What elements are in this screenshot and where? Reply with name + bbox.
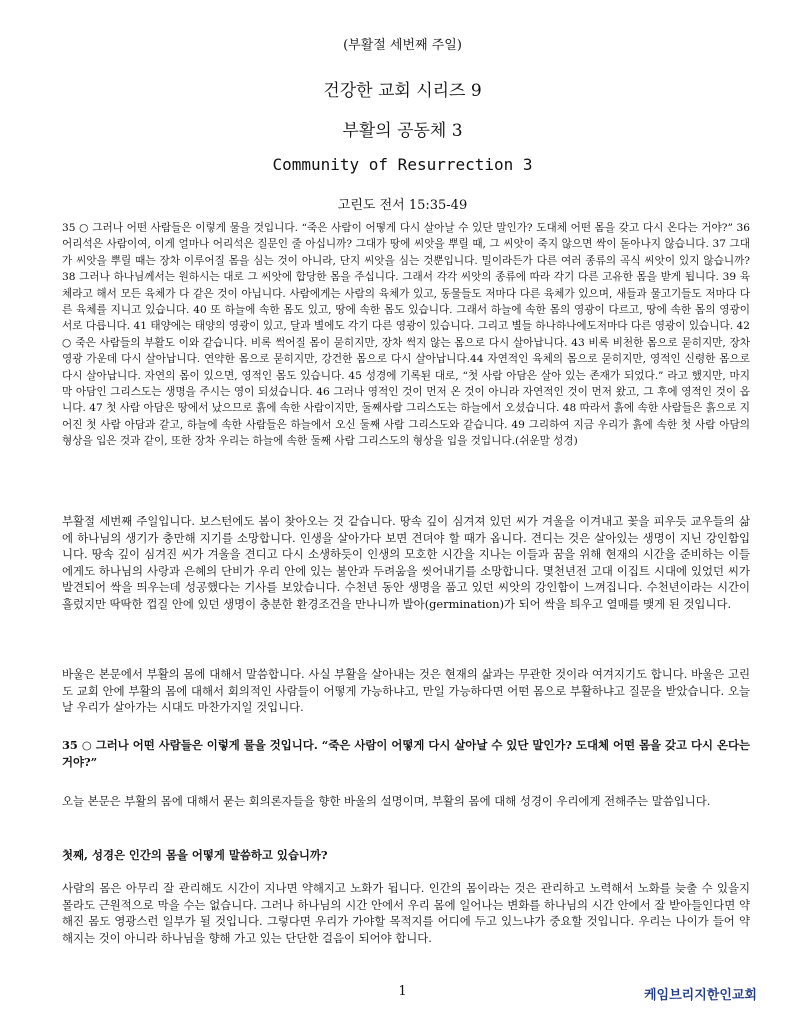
scripture-reference: 고린도 전서 15:35-49 (337, 198, 468, 213)
church-name-logo: 케임브리지한인교회 (643, 988, 757, 1003)
body-paragraph: 부활절 세번째 주일입니다. 보스턴에도 봄이 찾아오는 것 같습니다. 땅속 깊이 심겨져 있던 씨가 겨울을 이겨내고 꽃을 피우듯 교우들의 삶에 하나님의 생기가 충만해 지기를 소망합니다. 인생을 살아가다 보면 견뎌야 할 때가 옵니다. 견디는 것은 살아있는 생명이 지닌 강인함입니다. 땅속 깊이 심겨진 씨가 겨울을 견디고 다시 소생하듯이 인생의 모호한 시간을 지나는 이들과 꿈을 위해 현재의 시간을 준비하는 이들에게도 하나님의 사랑과 은혜의 단비가 우리 안에 있는 불안과 두려움을 씻어내기를 소망합니다. 몇천년전 고대 이집트 시대에 있었던 씨가 발견되어 싹을 띄우는데 성공했다는 기사를 보았습니다. 수천년 동안 생명을 품고 있던 씨앗의 강인함이 느껴집니다. 수천년이라는 시간이 흘렀지만 딱딱한 껍질 안에 있던 생명이 충분한 환경조건을 만나니까 발아(germination)가 되어 싹을 틔우고 열매를 맺게 된 것입니다. (62, 514, 750, 611)
page-number: 1 (398, 984, 407, 999)
sermon-series-title: 건강한 교회 시리즈 9 (323, 81, 482, 101)
sermon-occasion: (부활절 세번째 주일) (343, 38, 462, 53)
sermon-title-korean: 부활의 공동체 3 (342, 121, 463, 141)
scripture-text: 35 ○ 그러나 어떤 사람들은 이렇게 물을 것입니다. “죽은 사람이 어떻게 다시 살아날 수 있단 말인가? 도대체 어떤 몸을 갖고 다시 온다는 거야?” 36 어리석은 사람이여, 이게 얼마나 어리석은 질문인 줄 아십니까? 그대가 땅에 씨앗을 뿌릴 때, 그 씨앗이 죽지 않으면 싹이 돋아나지 않습니다. 37 그대가 씨앗을 뿌릴 때는 장차 이루어질 몸을 심는 것이 아니라, 단지 씨앗을 심는 것뿐입니다. 밀이라든가 다른 여러 종류의 곡식 씨앗이 있지 않습니까? 38 그러나 하나님께서는 원하시는 대로 그 씨앗에 합당한 몸을 주십니다. 그래서 각각 씨앗의 종류에 따라 각기 다른 고유한 몸을 받게 됩니다. 39 육체라고 해서 모든 육체가 다 같은 것이 아닙니다. 사람에게는 사람의 육체가 있고, 동물들도 저마다 다른 육체가 있으며, 새들과 물고기들도 저마다 다른 육체를 지니고 있습니다. 40 또 하늘에 속한 몸도 있고, 땅에 속한 몸도 있습니다. 그래서 하늘에 속한 몸의 영광이 다르고, 땅에 속한 몸의 영광이 서로 다릅니다. 41 태양에는 태양의 영광이 있고, 달과 별에도 각기 다른 영광이 있습니다. 그리고 별들 하나하나에도저마다 다른 영광이 있습니다. 42 ○ 죽은 사람들의 부활도 이와 같습니다. 비록 썩어질 몸이 묻히지만, 장차 썩지 않는 몸으로 다시 살아납니다. 43 비록 비천한 몸으로 묻히지만, 장차 영광 가운데 다시 살아납니다. 연약한 몸으로 묻히지만, 강건한 몸으로 다시 살아납니다.44 자연적인 육체의 몸으로 묻히지만, 영적인 신령한 몸으로 다시 살아납니다. 자연의 몸이 있으면, 영적인 몸도 있습니다. 45 성경에 기록된 대로, “첫 사람 아담은 살아 있는 존재가 되었다.” 라고 했지만, 마지막 아담인 그리스도는 생명을 주시는 영이 되셨습니다. 46 그러나 영적인 것이 먼저 온 것이 아니라 자연적인 것이 먼저 왔고, 그 후에 영적인 것이 옵니다. 47 첫 사람 아담은 땅에서 났으므로 흙에 속한 사람이지만, 둘째사람 그리스도는 하늘에서 오셨습니다. 48 따라서 흙에 속한 사람들은 흙으로 지어진 첫 사람 아담과 같고, 하늘에 속한 사람들은 하늘에서 오신 둘째 사람 그리스도와 같습니다. 49 그리하여 지금 우리가 흙에 속한 첫 사람 아담의 형상을 입은 것과 같이, 또한 장차 우리는 하늘에 속한 둘째 사람 그리스도의 형상을 입을 것입니다.(쉬운말 성경) (62, 222, 750, 448)
body-paragraph: 사람의 몸은 아무리 잘 관리해도 시간이 지나면 약해지고 노화가 됩니다. 인간의 몸이라는 것은 관리하고 노력해서 노화를 늦출 수 있을지 몰라도 근원적으로 막을 수는 없습니다. 그러나 하나님의 시간 안에서 우리 몸에 일어나는 변화를 하나님의 시간 안에서 잘 받아들인다면 약해진 몸도 영광스런 일부가 될 것입니다. 그렇다면 우리가 가야할 목적지를 어디에 두고 있느냐가 중요할 것입니다. 우리는 나이가 들어 약해지는 것이 아니라 하나님을 향해 가고 있는 단단한 걸음이 되어야 합니다. (62, 881, 750, 945)
quoted-verse: 35 ○ 그러나 어떤 사람들은 이렇게 물을 것입니다. “죽은 사람이 어떻게 다시 살아날 수 있단 말인가? 도대체 어떤 몸을 갖고 다시 온다는 거야?” (62, 738, 750, 769)
body-paragraph: 오늘 본문은 부활의 몸에 대해서 묻는 회의론자들을 향한 바울의 설명이며, 부활의 몸에 대해 성경이 우리에게 전해주는 말씀입니다. (62, 794, 711, 808)
section-heading: 첫째, 성경은 인간의 몸을 어떻게 말씀하고 있습니까? (62, 848, 328, 862)
sermon-title-english: Community of Resurrection 3 (272, 155, 533, 174)
body-paragraph: 바울은 본문에서 부활의 몸에 대해서 말씀합니다. 사실 부활을 살아내는 것은 현재의 삶과는 무관한 것이라 여겨지기도 합니다. 바울은 고린도 교회 안에 부활의 몸에 대해서 회의적인 사람들이 어떻게 가능하냐고, 만일 가능하다면 어떤 몸으로 부활하냐고 질문을 받았습니다. 오늘날 우리가 살아가는 시대도 마찬가지일 것입니다. (62, 667, 750, 715)
